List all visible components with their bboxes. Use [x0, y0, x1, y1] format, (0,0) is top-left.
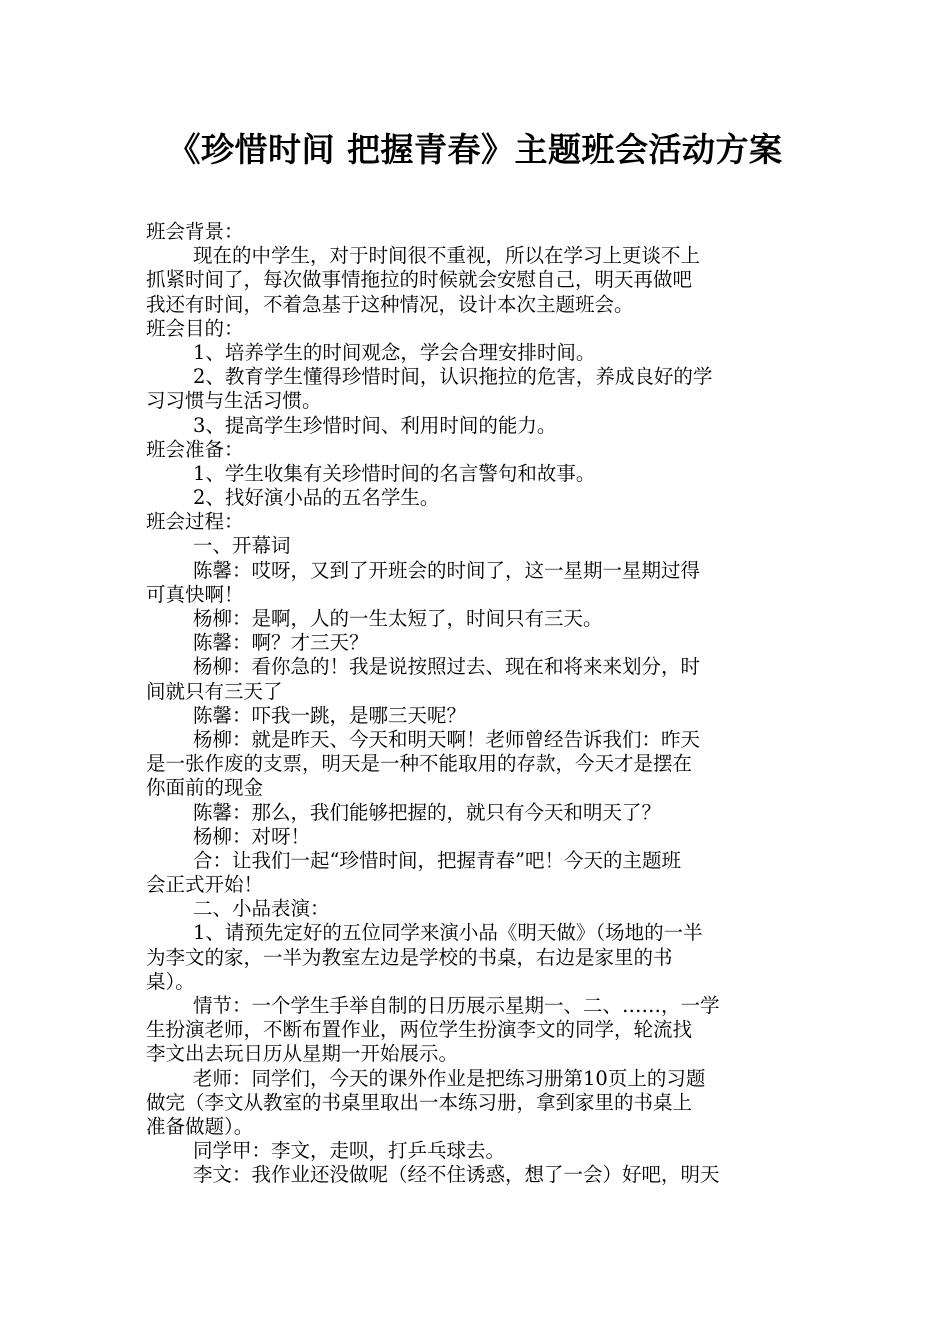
paragraph-line: 桌）。 — [146, 969, 195, 993]
paragraph-line: 抓紧时间了，每次做事情拖拉的时候就会安慰自己，明天再做吧 — [146, 268, 693, 292]
dialogue-line: 杨柳：看你急的！我是说按照过去、现在和将来来划分，时 — [193, 655, 701, 679]
dialogue-line: 陈馨：哎呀，又到了开班会的时间了，这一星期一星期过得 — [193, 558, 701, 582]
dialogue-line: 可真快啊！ — [146, 582, 244, 606]
paragraph-line: 现在的中学生，对于时间很不重视，所以在学习上更谈不上 — [193, 244, 701, 268]
dialogue-line: 你面前的现金 — [146, 776, 264, 800]
dialogue-line: 杨柳：对呀！ — [193, 824, 311, 848]
paragraph-line: 为李文的家，一半为教室左边是学校的书桌，右边是家里的书 — [146, 945, 673, 969]
paragraph-line: 情节：一个学生手举自制的日历展示星期一、二、……，一学 — [193, 994, 720, 1017]
dialogue-line: 陈馨：那么，我们能够把握的，就只有今天和明天了？ — [193, 800, 662, 824]
document-body — [146, 220, 806, 1188]
dialogue-line: 陈馨：吓我一跳，是哪三天呢？ — [193, 703, 467, 727]
section-heading-background: 班会背景： — [146, 220, 244, 243]
list-item: 3、提高学生珍惜时间、利用时间的能力。 — [193, 413, 557, 437]
dialogue-line: 杨柳：是啊，人的一生太短了，时间只有三天。 — [193, 607, 603, 630]
list-item: 1、培养学生的时间观念，学会合理安排时间。 — [193, 340, 596, 364]
list-item: 2、教育学生懂得珍惜时间，认识拖拉的危害，养成良好的学 — [193, 365, 713, 389]
dialogue-line: 准备做题）。 — [146, 1114, 254, 1138]
paragraph-line: 李文出去玩日历从星期一开始展示。 — [146, 1042, 459, 1066]
section-heading-preparation: 班会准备： — [146, 437, 244, 461]
list-item: 1、请预先定好的五位同学来演小品《明天做》（场地的一半 — [193, 921, 703, 945]
list-item: 2、找好演小品的五名学生。 — [193, 486, 440, 510]
paragraph-line: 我还有时间，不着急基于这种情况，设计本次主题班会。 — [146, 292, 634, 316]
dialogue-line: 间就只有三天了 — [146, 679, 283, 703]
dialogue-line: 会正式开始！ — [146, 873, 264, 897]
dialogue-line: 李文：我作业还没做呢（经不住诱惑，想了一会）好吧，明天 — [193, 1163, 720, 1187]
dialogue-line: 杨柳：就是昨天、今天和明天啊！老师曾经告诉我们：昨天 — [193, 727, 701, 751]
subsection-heading: 二、小品表演： — [193, 897, 330, 921]
dialogue-line: 做完（李文从教室的书桌里取出一本练习册，拿到家里的书桌上 — [146, 1090, 693, 1114]
list-item: 1、学生收集有关珍惜时间的名言警句和故事。 — [193, 461, 596, 485]
dialogue-line: 陈馨：啊？才三天？ — [193, 631, 369, 655]
paragraph-line: 习习惯与生活习惯。 — [146, 389, 322, 413]
section-heading-process: 班会过程： — [146, 510, 244, 534]
dialogue-line: 同学甲：李文，走呗，打乒乓球去。 — [193, 1139, 506, 1163]
dialogue-line: 合：让我们一起“珍惜时间，把握青春”吧！今天的主题班 — [193, 848, 681, 872]
subsection-heading: 一、开幕词 — [193, 534, 291, 558]
dialogue-line: 是一张作废的支票，明天是一种不能取用的存款，今天才是摆在 — [146, 752, 693, 776]
paragraph-line: 生扮演老师，不断布置作业，两位学生扮演李文的同学，轮流找 — [146, 1018, 693, 1042]
document-title: 《珍惜时间 把握青春》主题班会活动方案 — [167, 130, 783, 169]
dialogue-line: 老师：同学们，今天的课外作业是把练习册第10页上的习题 — [193, 1066, 706, 1090]
section-heading-purpose: 班会目的： — [146, 316, 244, 340]
